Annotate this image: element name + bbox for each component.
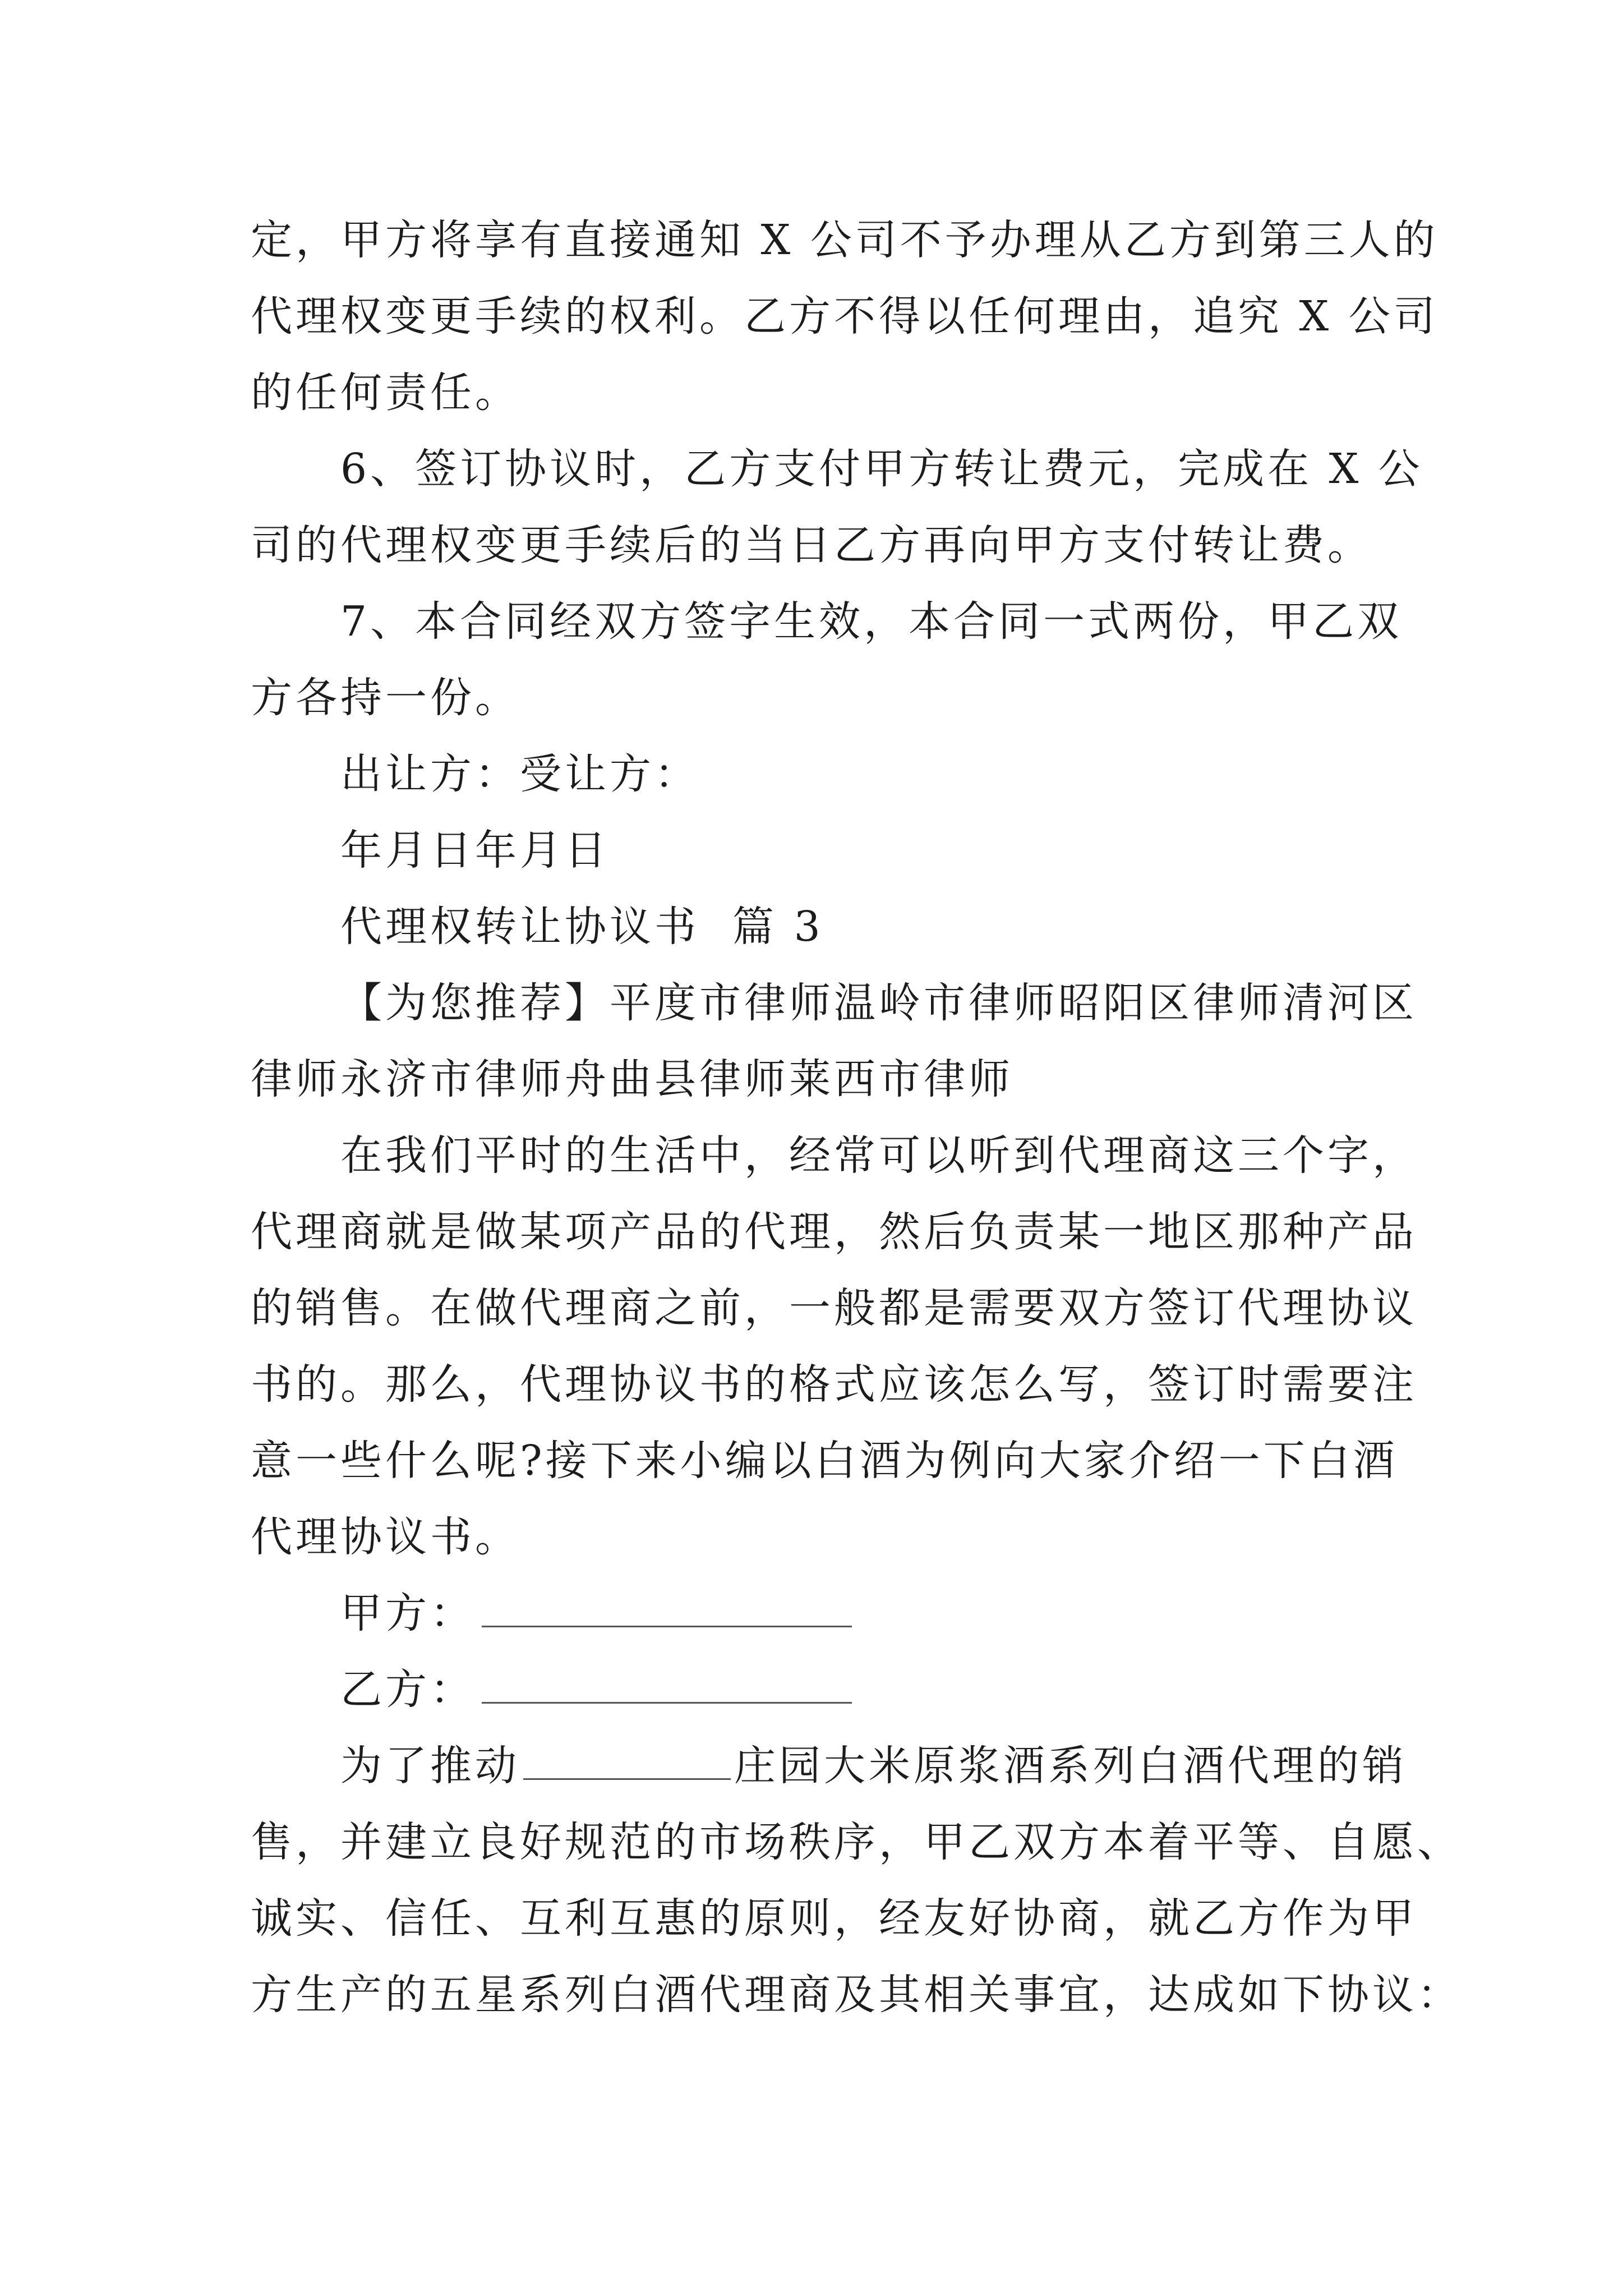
purpose-line: 诚实、信任、互利互惠的原则，经友好协商，就乙方作为甲 (251, 1894, 1417, 1943)
paragraph-line: 代理权变更手续的权利。乙方不得以任何理由，追究 X 公司 (251, 292, 1438, 341)
intro-line: 代理协议书。 (251, 1513, 520, 1561)
intro-line: 意一些什么呢?接下来小编以白酒为例向大家介绍一下白酒 (251, 1437, 1398, 1485)
recommend-line: 律师永济市律师舟曲县律师莱西市律师 (251, 1055, 1013, 1103)
section-heading: 代理权转让协议书 篇 3 (340, 903, 824, 951)
party-b-label: 乙方： (340, 1665, 475, 1714)
paragraph-line: 定，甲方将享有直接通知 X 公司不予办理从乙方到第三人的 (251, 216, 1438, 264)
purpose-line: 售，并建立良好规范的市场秩序，甲乙双方本着平等、自愿、 (251, 1818, 1462, 1866)
date-line: 年月日年月日 (340, 826, 610, 875)
intro-line: 在我们平时的生活中，经常可以听到代理商这三个字， (340, 1131, 1417, 1180)
purpose-text-before: 为了推动 (340, 1742, 520, 1790)
purpose-line: 方生产的五星系列白酒代理商及其相关事宜，达成如下协议： (251, 1971, 1462, 2019)
party-a-label: 甲方： (340, 1589, 475, 1637)
recommend-line: 【为您推荐】平度市律师温岭市律师昭阳区律师清河区 (340, 979, 1417, 1027)
party-a-row (251, 1575, 1372, 1651)
signature-line: 出让方：受让方： (340, 750, 699, 798)
party-a-blank[interactable] (482, 1592, 852, 1627)
clause-6-line: 6、签订协议时，乙方支付甲方转让费元，完成在 X 公 (340, 445, 1423, 493)
intro-line: 代理商就是做某项产品的代理，然后负责某一地区那种产品 (251, 1208, 1417, 1256)
document-body (251, 202, 1462, 2033)
party-b-blank[interactable] (482, 1668, 852, 1704)
intro-line: 书的。那么，代理协议书的格式应该怎么写，签订时需要注 (251, 1360, 1417, 1409)
product-name-blank[interactable] (523, 1745, 731, 1780)
intro-line: 的销售。在做代理商之前，一般都是需要双方签订代理协议 (251, 1284, 1417, 1332)
clause-7-line: 方各持一份。 (251, 674, 520, 722)
party-b-row (251, 1651, 1372, 1728)
purpose-first-line (251, 1728, 1407, 1804)
paragraph-line: 的任何责任。 (251, 369, 520, 417)
purpose-text-after: 庄园大米原浆酒系列白酒代理的销 (734, 1742, 1407, 1790)
clause-6-line: 司的代理权变更手续后的当日乙方再向甲方支付转让费。 (251, 521, 1372, 569)
clause-7-line: 7、本合同经双方签字生效，本合同一式两份，甲乙双 (340, 597, 1403, 646)
